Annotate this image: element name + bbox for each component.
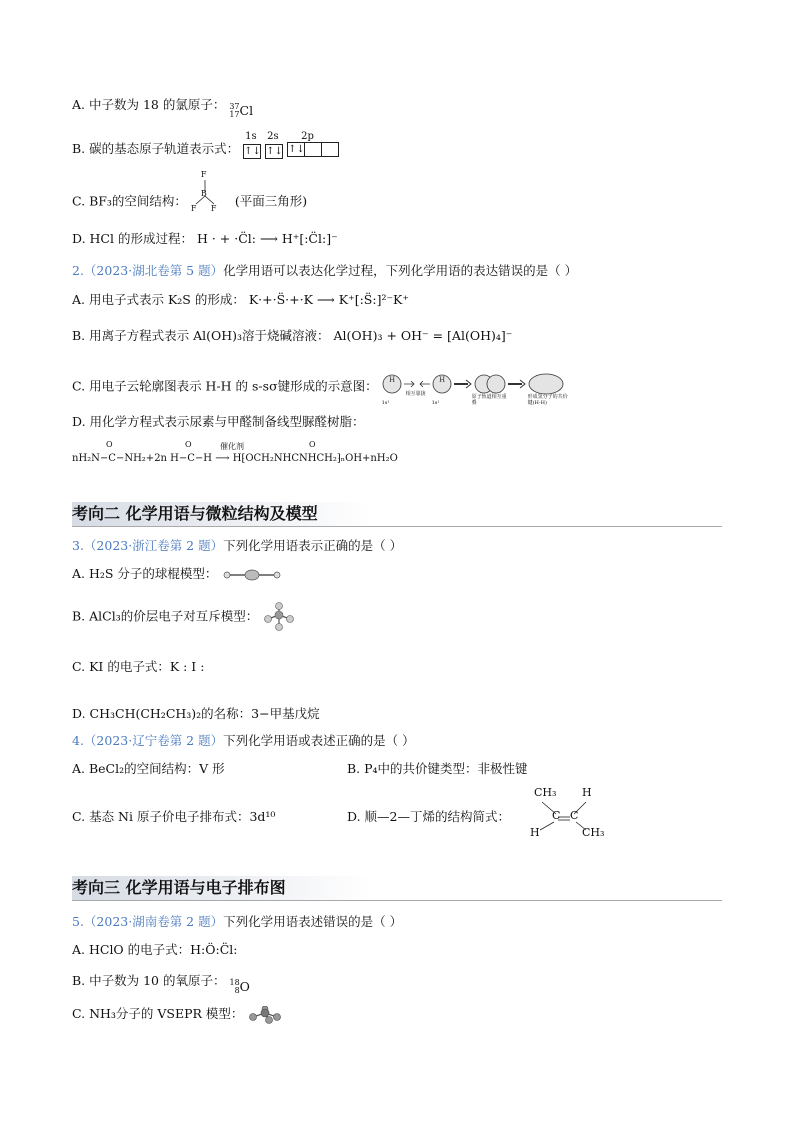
- carbonyl-o-3: O: [309, 440, 316, 449]
- iso-mass: 18: [229, 978, 240, 987]
- carbonyl-o-1: O: [106, 440, 113, 449]
- q5-source: 5.（2023·湖南卷第 2 题）: [72, 914, 224, 929]
- q5-option-b: [72, 972, 250, 996]
- q2-stem: [72, 262, 577, 280]
- q5-option-c: [72, 1005, 283, 1024]
- atom-f-top: F: [200, 170, 207, 179]
- svg-text:H: H: [438, 376, 445, 384]
- chlorine-isotope: [229, 102, 253, 120]
- alcl3-vsepr-model: [262, 602, 296, 632]
- q1-option-b-text: B. 碳的基态原子轨道表示式：: [72, 141, 240, 156]
- q2-source: 2.（2023·湖北卷第 5 题）: [72, 263, 224, 278]
- q5-stem: [72, 913, 402, 931]
- q4-option-d-text: D. 顺—2—丁烯的结构简式：: [347, 809, 510, 824]
- label-overlap: 原子轨道相互重叠: [471, 394, 507, 406]
- q4-option-a-text: A. BeCl₂的空间结构：V 形: [72, 761, 225, 776]
- q4-option-b-text: B. P₄中的共价键类型：非极性键: [347, 761, 528, 776]
- cis-2-butene-structure: [522, 784, 612, 842]
- section-heading-3-text: 考向三 化学用语与电子排布图: [72, 878, 286, 897]
- aloh3-ionic-eq: Al(OH)₃ + OH⁻ = [Al(OH)₄]⁻: [333, 328, 513, 343]
- section-heading-2: [72, 502, 722, 527]
- q3-option-a-text: A. H₂S 分子的球棍模型：: [72, 566, 218, 581]
- q4-option-c: [72, 808, 275, 826]
- q2-option-a-text: A. 用电子式表示 K₂S 的形成：: [72, 292, 245, 307]
- q2-option-b-text: B. 用离子方程式表示 Al(OH)₃溶于烧碱溶液：: [72, 328, 330, 343]
- atom-ch3-bottom-right: CH₃: [582, 826, 605, 839]
- orbital-box-2s: ↑↓: [266, 145, 283, 157]
- svg-text:H: H: [388, 376, 395, 384]
- q1-option-d: [72, 230, 338, 248]
- q4-option-a: [72, 760, 225, 778]
- atom-f-left: F: [190, 204, 197, 213]
- q3-stem-text: 下列化学用语表示正确的是（ ）: [223, 538, 403, 553]
- oxygen-isotope: [229, 978, 249, 996]
- q2-option-b: [72, 327, 512, 345]
- atom-h-bottom-left: H: [530, 826, 540, 839]
- atom-c-right: C: [570, 809, 579, 822]
- orbital-label-1s: 1s: [245, 130, 257, 142]
- bf3-note: (平面三角形): [234, 193, 308, 209]
- iso-z: 17: [229, 110, 240, 119]
- atom-ch3-top-left: CH₃: [534, 786, 557, 799]
- sigma-bond-diagram: [381, 372, 582, 406]
- iso-symbol: O: [239, 979, 250, 994]
- k2s-formation-eq: K·+·S̈·+·K ⟶ K⁺[:S̈:]²⁻K⁺: [248, 292, 409, 307]
- atom-h-top-right: H: [582, 786, 592, 799]
- q3-option-c-text: C. KI 的电子式：K : I :: [72, 659, 205, 674]
- q3-stem: [72, 537, 402, 555]
- orbital-box-1s: ↑↓: [244, 145, 261, 157]
- q1-option-c-text: C. BF₃的空间结构：: [72, 193, 187, 209]
- q5-stem-text: 下列化学用语表述错误的是（ ）: [223, 914, 403, 929]
- q5-option-c-text: C. NH₃分子的 VSEPR 模型：: [72, 1006, 244, 1021]
- q4-source: 4.（2023·辽宁卷第 2 题）: [72, 733, 224, 748]
- urea-eq-text: nH₂N−C−NH₂+2n H−C−H ⟶ H⁅OCH₂NHCNHCH₂⁆ₙOH+nH₂O: [72, 453, 398, 464]
- q2-option-c-text: C. 用电子云轮廓图表示 H-H 的 s-sσ键形成的示意图：: [72, 378, 378, 394]
- q2-stem-text: 化学用语可以表达化学过程，下列化学用语的表达错误的是（ ）: [223, 263, 578, 278]
- q2-option-d: [72, 413, 365, 431]
- q3-option-d-text: D. CH₃CH(CH₂CH₃)₂的名称：3−甲基戊烷: [72, 706, 320, 721]
- q1-option-b: [72, 130, 343, 158]
- q4-option-c-text: C. 基态 Ni 原子价电子排布式：3d¹⁰: [72, 809, 276, 824]
- q1-option-a: [72, 96, 253, 120]
- atom-c-left: C: [552, 809, 561, 822]
- atom-b: B: [200, 189, 207, 198]
- section-heading-3: [72, 876, 722, 901]
- q1-option-d-text: D. HCl 的形成过程：: [72, 231, 193, 246]
- orbital-label-2p: 2p: [301, 130, 314, 142]
- q3-option-c: [72, 658, 204, 676]
- orbital-diagram: [243, 130, 343, 158]
- iso-z: 8: [234, 986, 240, 995]
- q3-option-d: [72, 705, 320, 723]
- iso-mass: 37: [229, 102, 240, 111]
- carbonyl-o-2: O: [185, 440, 192, 449]
- label-1s-right: 1s¹: [431, 400, 440, 406]
- q4-stem: [72, 732, 415, 750]
- q3-option-b: [72, 602, 296, 632]
- q4-stem-text: 下列化学用语或表述正确的是（ ）: [223, 733, 415, 748]
- q5-option-a-text: A. HClO 的电子式：H:Ö:C̈l:: [72, 942, 238, 957]
- q5-option-a: [72, 941, 238, 959]
- q4-option-b: [347, 760, 528, 778]
- iso-numbers: [229, 103, 239, 119]
- h2s-ball-stick-model: [221, 569, 283, 581]
- nh3-vsepr-model: [247, 1006, 283, 1024]
- label-1s-left: 1s¹: [381, 400, 390, 406]
- label-approach: 相互靠拢: [405, 391, 426, 397]
- q1-option-a-text: A. 中子数为 18 的氯原子：: [72, 97, 226, 112]
- q3-option-a: [72, 565, 283, 583]
- q3-source: 3.（2023·浙江卷第 2 题）: [72, 538, 224, 553]
- q5-option-b-text: B. 中子数为 10 的氧原子：: [72, 973, 226, 988]
- orbital-box-2p-2: [304, 142, 322, 157]
- label-covalent-bond: 形成氢分子的共价键(H-H): [527, 394, 568, 406]
- q2-option-d-text: D. 用化学方程式表示尿素与甲醛制备线型脲醛树脂：: [72, 414, 365, 429]
- q2-option-a: [72, 291, 409, 309]
- catalyst-label: 催化剂: [220, 442, 244, 451]
- orbital-box-2p-1: ↑↓: [288, 143, 305, 155]
- atom-f-right: F: [210, 204, 217, 213]
- q1-option-c: [72, 170, 308, 222]
- q4-option-d: [347, 808, 510, 826]
- q2-option-c: [72, 372, 582, 406]
- iso-numbers: [229, 979, 239, 995]
- hcl-formation-eq: H · + ·C̈l: ⟶ H⁺[:C̈l:]⁻: [196, 231, 338, 246]
- orbital-box-2p-3: [321, 142, 339, 157]
- orbital-label-2s: 2s: [267, 130, 279, 142]
- iso-symbol: Cl: [239, 103, 254, 118]
- q3-option-b-text: B. AlCl₃的价层电子对互斥模型：: [72, 608, 259, 624]
- section-heading-2-text: 考向二 化学用语与微粒结构及模型: [72, 504, 318, 523]
- bf3-structure: [190, 170, 231, 222]
